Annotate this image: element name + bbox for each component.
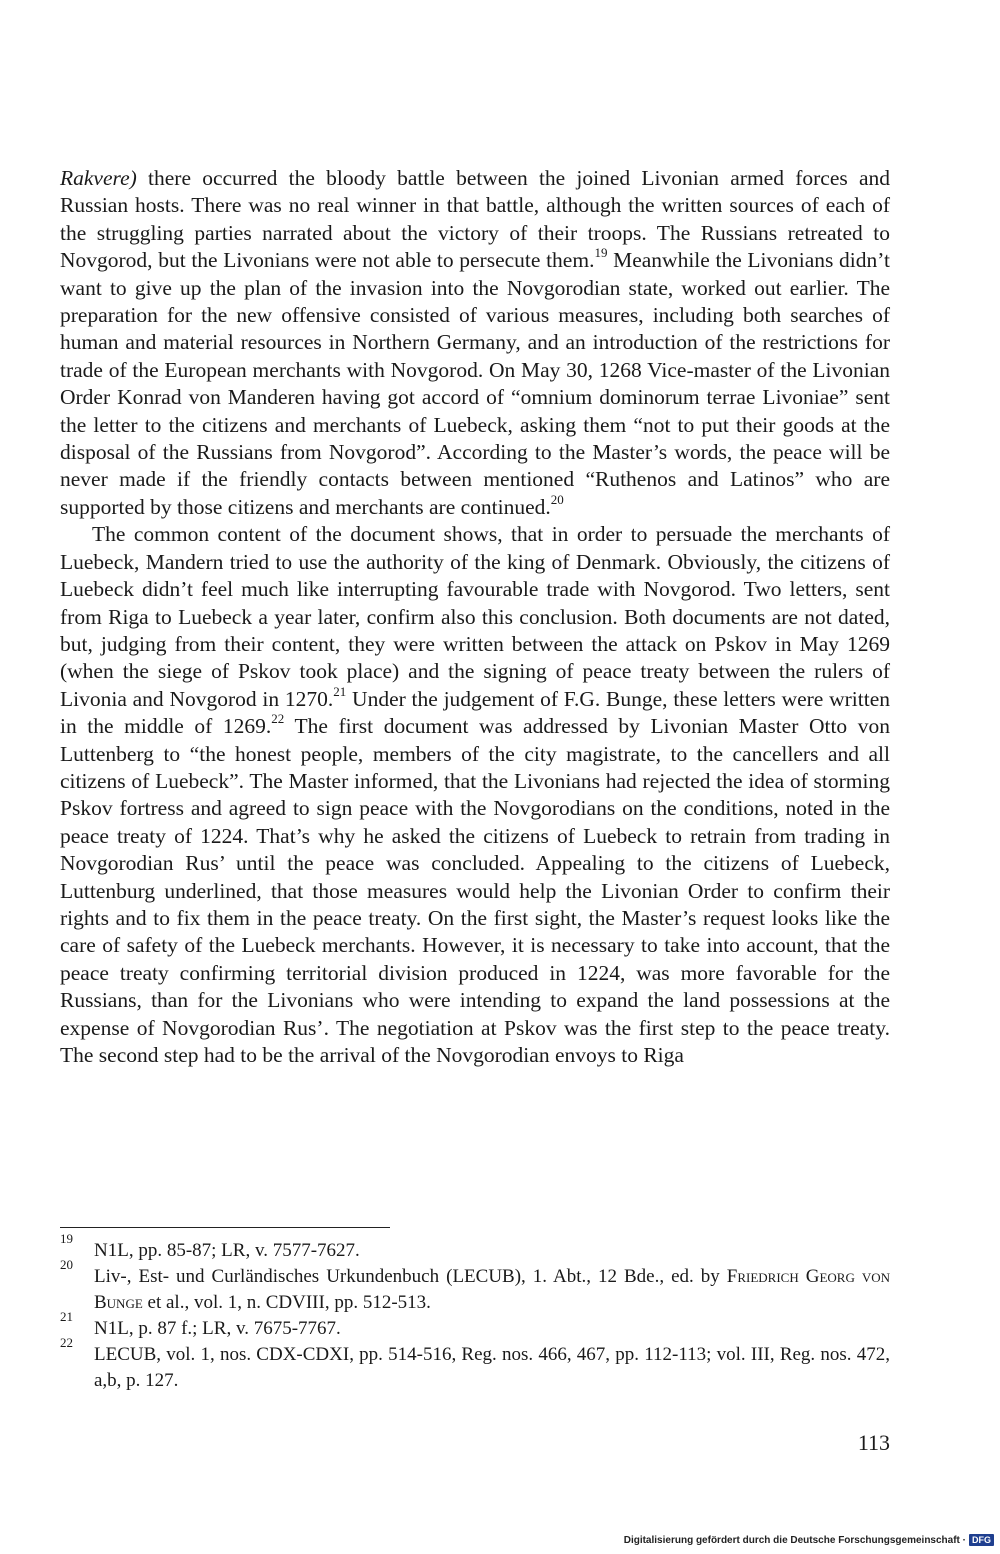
paragraph-text: there occurred the bloody battle between the joined Livonian armed forces and Russian hosts. There was no real winner in that battle, although the written sources of each of the struggling parties narrated about the victory of their troops. The Russians retreated to Novgorod, but the Livonians were not able to persecute them.	[60, 166, 890, 273]
footnote-text: LECUB, vol. 1, nos. CDX-CDXI, pp. 514-516, Reg. nos. 466, 467, pp. 112-113; vol. III, Reg. nos. 472, a,b, p. 127.	[94, 1344, 890, 1391]
footnote-21	[60, 1309, 890, 1342]
paragraph-text: Under the judgement of F.G. Bunge, these letters were written in the middle of 1269.	[60, 686, 891, 739]
footnote-text: N1L, pp. 85-87; LR, v. 7577-7627.	[94, 1240, 360, 1261]
footnote-text: Liv-, Est- und Curländisches Urkundenbuch (LECUB), 1. Abt., 12 Bde., ed. by	[94, 1266, 727, 1287]
dfg-logo-icon: DFG	[969, 1534, 994, 1546]
footnote-text: et al., vol. 1, n. CDVIII, pp. 512-513.	[142, 1292, 431, 1313]
footnote-text: N1L, p. 87 f.; LR, v. 7675-7767.	[94, 1318, 341, 1339]
paragraph-2	[60, 521, 890, 1069]
main-text	[60, 165, 890, 1069]
footnote-19	[60, 1231, 890, 1264]
credit-text: Digitalisierung gefördert durch die Deutsche Forschungsgemeinschaft ·	[623, 1534, 966, 1546]
footnote-number: 19	[60, 1231, 73, 1246]
paragraph-text: The common content of the document shows, that in order to persuade the merchants of Luebeck, Mandern tried to use the authority of the king of Denmark. Obviously, the citizens of Luebeck didn’t feel much like interrupting favourable trade with Novgorod. Two letters, sent from Riga to Luebeck a year later, confirm also this conclusion. Both documents are not dated, but, judging from their content, they were written between the attack on Pskov in May 1269 (when the siege of Pskov took place) and the signing of peace treaty between the rulers of Livonia and Novgorod in 1270.	[60, 522, 890, 711]
footnote-number: 21	[60, 1309, 73, 1324]
paragraph-text: Meanwhile the Livonians didn’t want to give up the plan of the invasion into the Novgorodian state, worked out earlier. The preparation for the new offensive consisted of various measures, including both searches of human and material resources in Northern Germany, and an introduction of the restrictions for trade of the European merchants with Novgorod. On May 30, 1268 Vice-master of the Livonian Order Konrad von Manderen having got accord of “omnium dominorum terrae Livoniae” sent the letter to the citizens and merchants of Luebeck, asking them “not to put their goods at the disposal of the Russians from Novgorod”. According to the Master’s words, the peace will be never made if the friendly contacts between mentioned “Ruthenos and Latinos” who are supported by those citizens and merchants are continued.	[60, 248, 890, 519]
paragraph-text: The first document was addressed by Livonian Master Otto von Luttenberg to “the honest people, members of the city magistrate, to the cancellers and all citizens of Luebeck”. The Master informed, that the Livonians had rejected the idea of storming Pskov fortress and agreed to sign peace with the Novgorodians on the conditions, noted in the peace treaty of 1224. That’s why he asked the citizens of Luebeck to retrain from trading in Novgorodian Rus’ until the peace was concluded. Appealing to the citizens of Luebeck, Luttenburg underlined, that those measures would help the Livonian Order to confirm their rights and to fix them in the peace treaty. On the first sight, the Master’s request looks like the care of safety of the Luebeck merchants. However, it is necessary to take into account, that the peace treaty confirming territorial division produced in 1224, was more favorable for the Russians, than for the Livonians who were intending to expand the land possessions at the expense of Novgorodian Rus’. The negotiation at Pskov was the first step to the peace treaty. The second step had to be the arrival of the Novgorodian envoys to Riga	[60, 714, 890, 1067]
footnote-ref-21[interactable]: 21	[333, 683, 347, 699]
italic-lead: Rakvere)	[60, 166, 137, 190]
footnote-ref-20[interactable]: 20	[550, 491, 564, 507]
footnote-divider	[60, 1227, 390, 1228]
digitization-credit	[624, 1534, 994, 1546]
footnote-number: 22	[60, 1335, 73, 1350]
footnote-ref-22[interactable]: 22	[271, 710, 285, 726]
footnote-20	[60, 1257, 890, 1316]
footnotes	[60, 1231, 890, 1394]
footnote-number: 20	[60, 1257, 73, 1272]
page-number: 113	[857, 1430, 890, 1455]
footnote-ref-19[interactable]: 19	[594, 245, 608, 261]
paragraph-1	[60, 165, 890, 521]
footnote-author-smallcaps: Friedrich Georg von Bunge	[94, 1266, 890, 1313]
footnote-22	[60, 1335, 890, 1394]
